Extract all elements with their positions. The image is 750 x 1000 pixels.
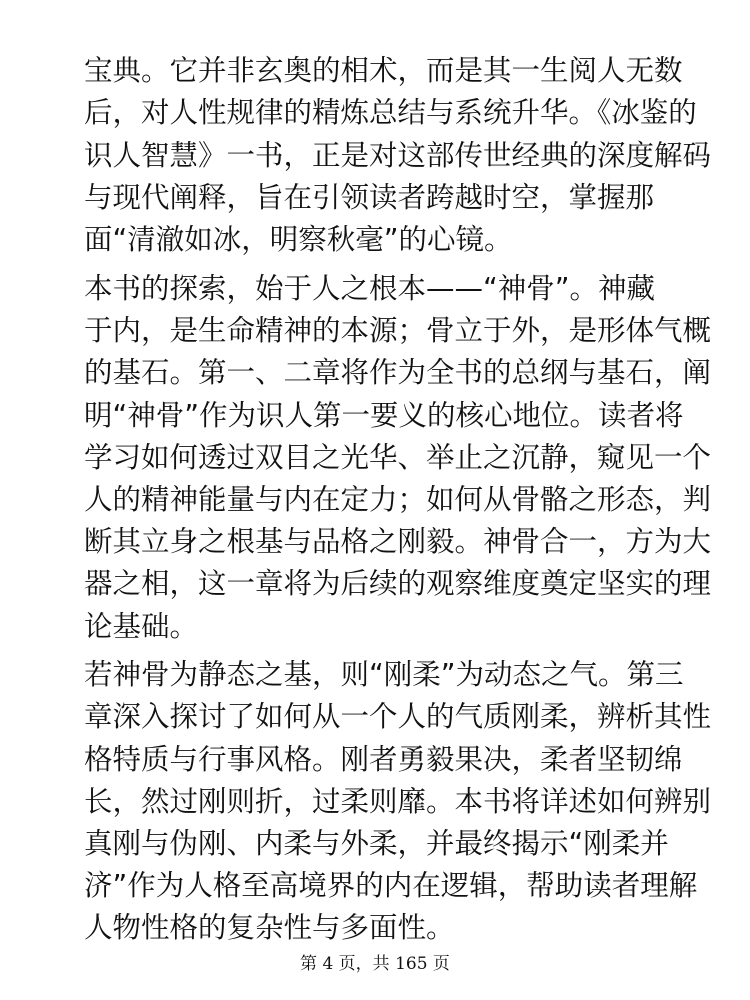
text-line: 识人智慧》一书，正是对这部传世经典的深度解码 [84, 139, 712, 172]
text-line: 学习如何透过双目之光华、举止之沉静，窥见一个 [84, 441, 712, 474]
text-line: 宝典。它并非玄奥的相术，而是其一生阅人无数 [84, 54, 683, 87]
text-line: 人的精神能量与内在定力；如何从骨骼之形态，判 [84, 483, 712, 516]
text-line: 于内，是生命精神的本源；骨立于外，是形体气概 [84, 314, 712, 347]
text-line: 格特质与行事风格。刚者勇毅果决，柔者坚韧绵 [84, 743, 683, 776]
text-line: 与现代阐释，旨在引领读者跨越时空，掌握那 [84, 181, 655, 214]
text-line: 明“神骨”作为识人第一要义的核心地位。读者将 [84, 399, 684, 432]
text-line: 长，然过刚则折，过柔则靡。本书将详述如何辨别 [84, 785, 712, 818]
text-line: 断其立身之根基与品格之刚毅。神骨合一，方为大 [84, 525, 712, 558]
text-line: 真刚与伪刚、内柔与外柔，并最终揭示“刚柔并 [84, 827, 669, 860]
text-line: 面“清澈如冰，明察秋毫”的心镜。 [84, 223, 513, 256]
text-line: 本书的探索，始于人之根本——“神骨”。神藏 [84, 272, 656, 305]
text-line: 人物性格的复杂性与多面性。 [84, 911, 455, 944]
text-line: 后，对人性规律的精炼总结与系统升华。《冰鉴的 [84, 96, 697, 129]
text-line: 器之相，这一章将为后续的观察维度奠定坚实的理 [84, 567, 712, 600]
text-line: 章深入探讨了如何从一个人的气质刚柔，辨析其性 [84, 700, 712, 733]
page-number: 第 4 页，共 165 页 [300, 954, 450, 974]
text-line: 若神骨为静态之基，则“刚柔”为动态之气。第三 [84, 658, 684, 691]
text-line: 的基石。第一、二章将作为全书的总纲与基石，阐 [84, 356, 712, 389]
text-line: 论基础。 [84, 610, 199, 643]
text-line: 济”作为人格至高境界的内在逻辑，帮助读者理解 [84, 869, 698, 902]
